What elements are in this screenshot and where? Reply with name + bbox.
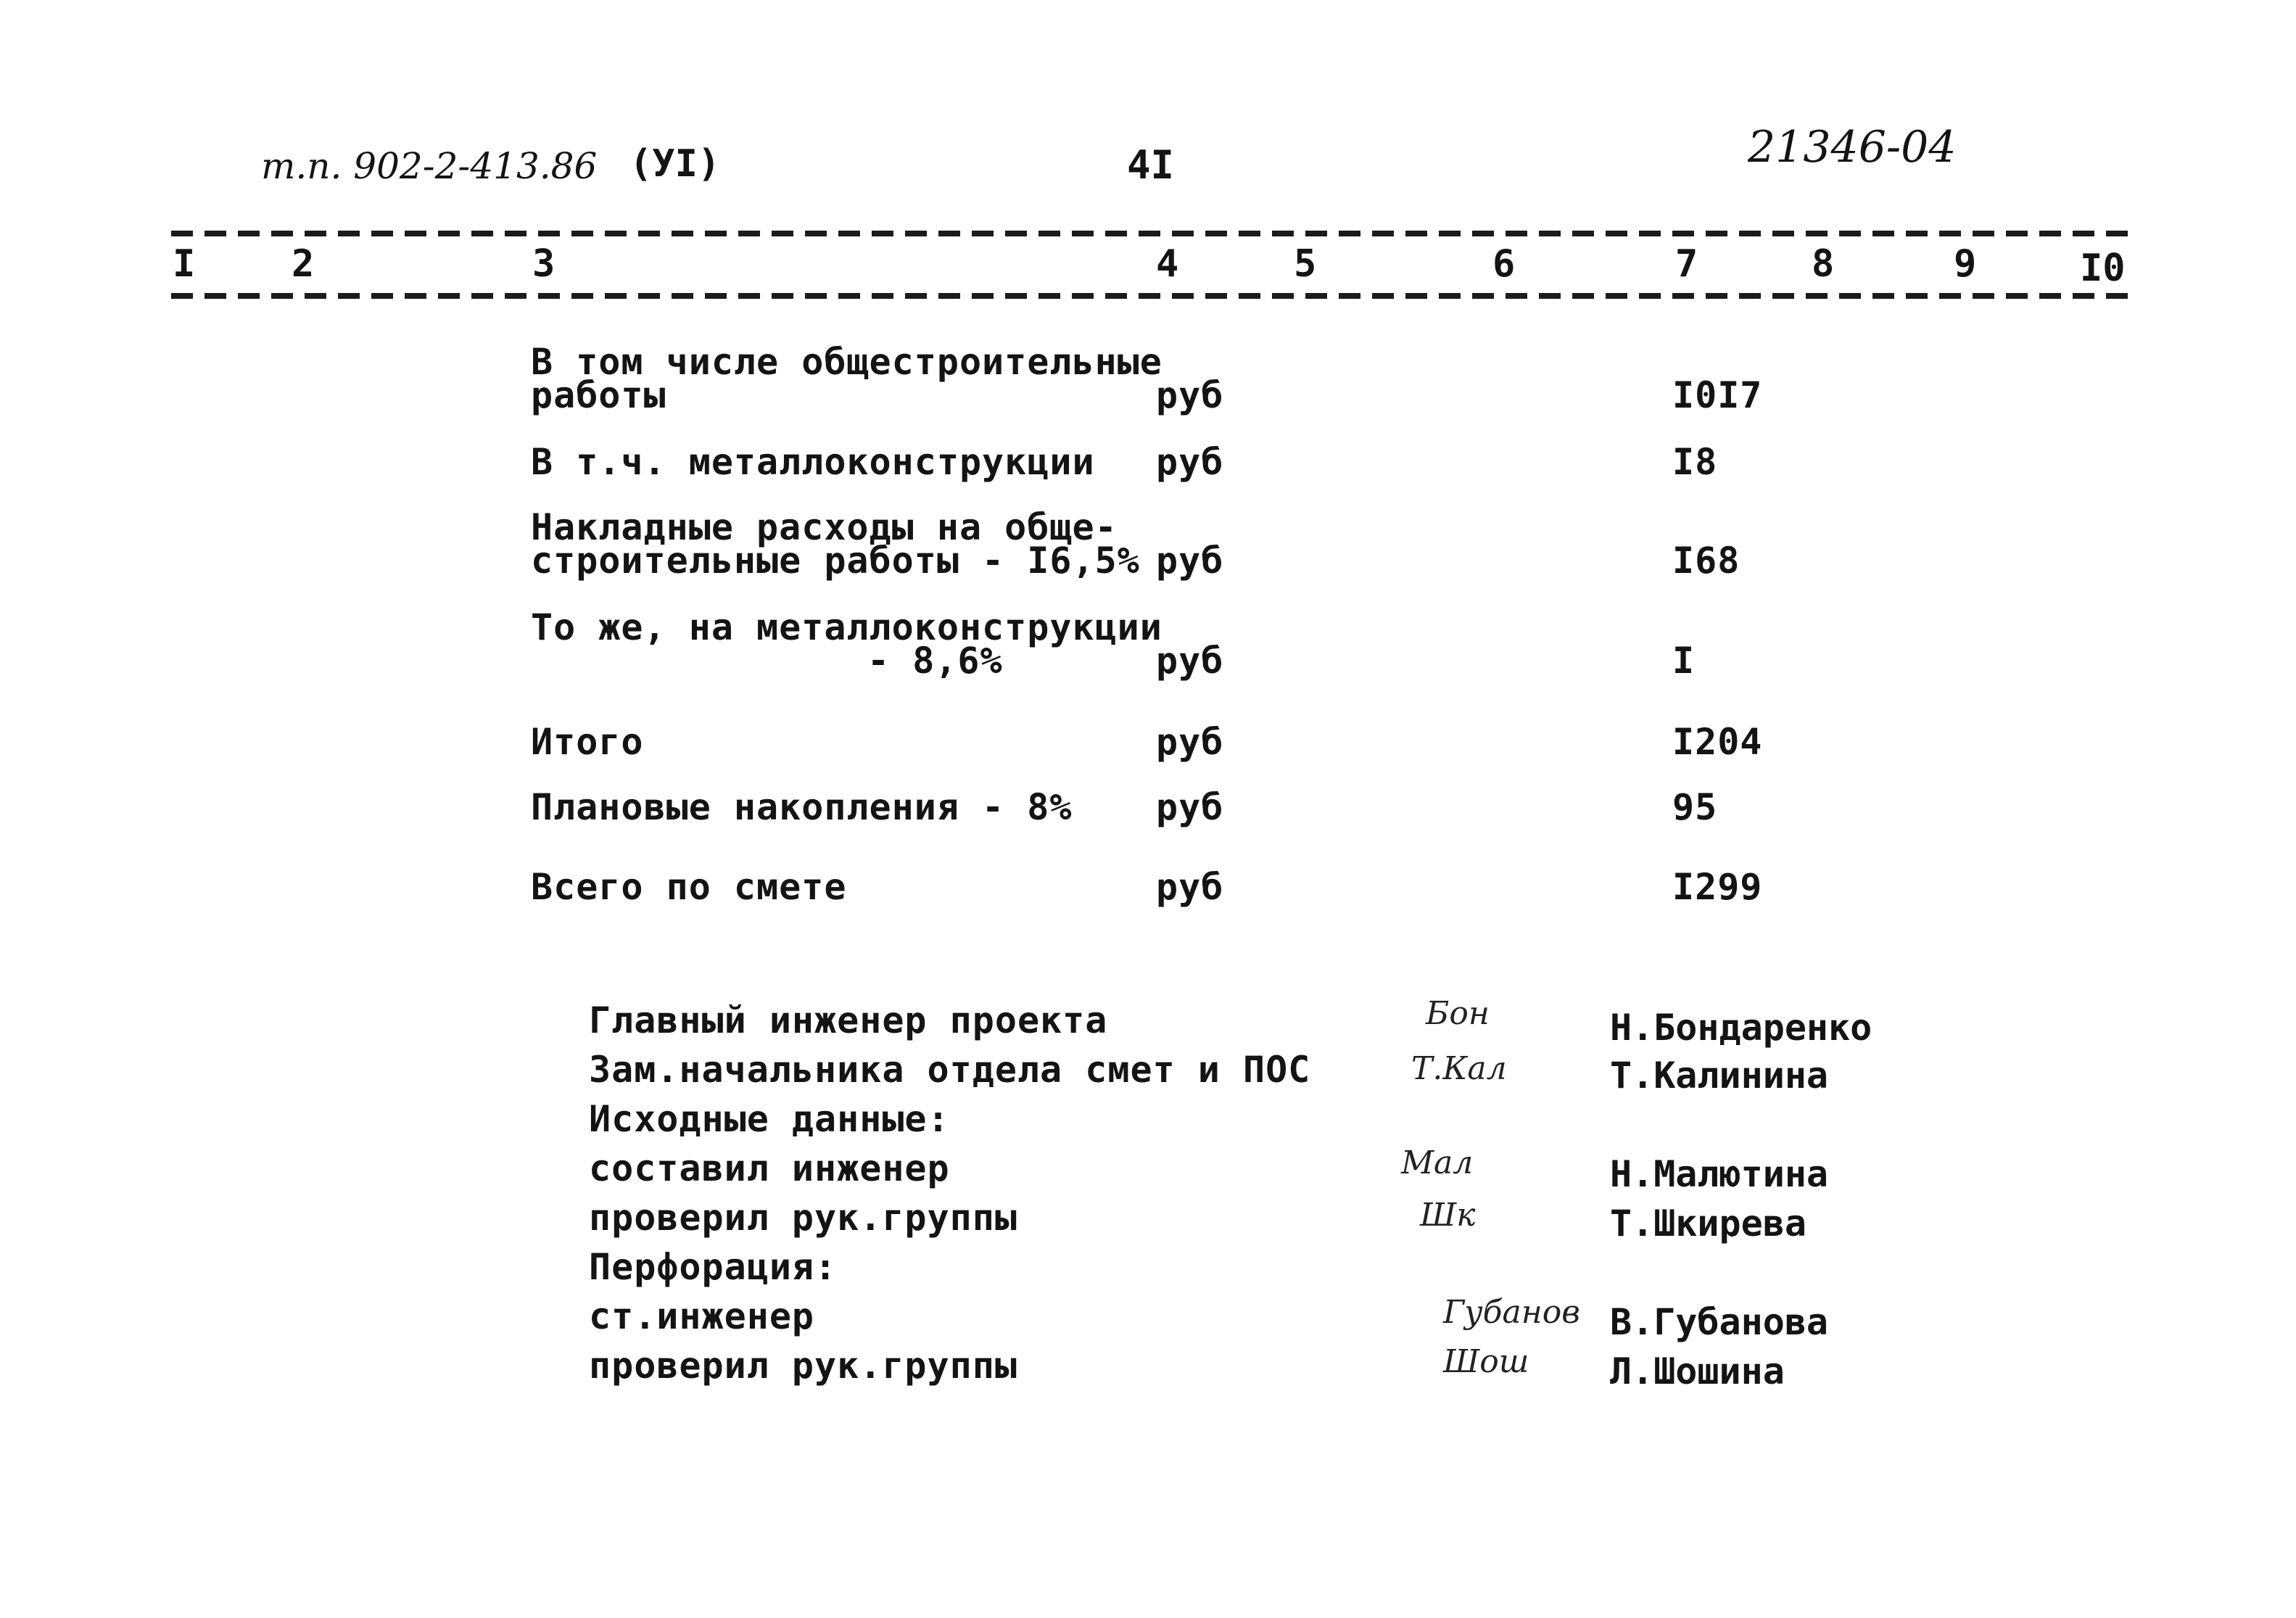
row-description: Накладные расходы на обще- [531,506,1118,548]
column-number: 6 [1492,242,1516,286]
row-description: В том числе общестроительные [531,341,1163,383]
signature-role: проверил рук.группы [589,1197,1017,1239]
signature-role: Перфорация: [589,1246,838,1288]
row-value: 95 [1672,786,1718,828]
column-number: 5 [1294,242,1317,286]
row-value: I8 [1672,441,1718,483]
column-number: 8 [1812,242,1835,286]
signature-role: составил инженер [589,1147,950,1189]
row-unit: руб [1156,786,1224,828]
row-description: Итого [531,721,644,763]
column-number: 4 [1156,242,1179,286]
header-top-rule [171,231,2129,236]
signatory-name: Н.Бондаренко [1610,1007,1872,1049]
row-unit: руб [1156,640,1224,682]
row-description: В т.ч. металлоконструкции [531,441,1095,483]
row-description: Плановые накопления - 8% [531,786,1073,828]
row-unit: руб [1156,374,1224,416]
handwritten-signature: Шк [1420,1197,1476,1234]
album-label: (УI) [629,142,721,186]
row-value: I0I7 [1672,374,1763,416]
row-description: - 8,6% [867,640,1003,682]
signature-role: Зам.начальника отдела смет и ПОС [589,1049,1311,1091]
header-bottom-rule [171,293,2129,299]
row-description: работы [531,374,666,416]
row-unit: руб [1156,866,1224,908]
signature-role: Исходные данные: [589,1098,950,1140]
row-unit: руб [1156,540,1224,582]
row-description: Всего по смете [531,866,847,908]
handwritten-signature: Т.Кал [1411,1050,1507,1087]
project-code: т.п. 902-2-413.86 [261,145,598,187]
row-description: То же, на металлоконструкции [531,606,1163,648]
signatory-name: В.Губанова [1610,1301,1829,1343]
row-description: строительные работы - I6,5% [531,540,1140,582]
row-unit: руб [1156,721,1224,763]
handwritten-signature: Губанов [1443,1294,1580,1331]
row-value: I204 [1672,721,1763,763]
column-number: I [173,242,196,286]
column-number: 2 [292,242,315,286]
row-unit: руб [1156,441,1224,483]
column-number: I0 [2080,247,2126,290]
row-value: I [1672,640,1696,682]
column-number: 7 [1675,242,1698,286]
column-number: 9 [1954,242,1977,286]
doc-number: 21346-04 [1748,122,1957,173]
signature-role: ст.инженер [589,1295,815,1337]
column-number: 3 [532,242,556,286]
signatory-name: Т.Калинина [1610,1054,1829,1097]
row-value: I299 [1672,866,1763,908]
page-number: 4I [1127,142,1175,188]
signature-role: проверил рук.группы [589,1345,1017,1387]
signature-role: Главный инженер проекта [589,999,1108,1041]
handwritten-signature: Мал [1401,1144,1474,1181]
signatory-name: Н.Малютина [1610,1153,1829,1195]
handwritten-signature: Шош [1443,1343,1529,1380]
signatory-name: Т.Шкирева [1610,1202,1806,1245]
row-value: I68 [1672,540,1740,582]
signatory-name: Л.Шошина [1610,1350,1785,1392]
handwritten-signature: Бон [1426,995,1490,1032]
